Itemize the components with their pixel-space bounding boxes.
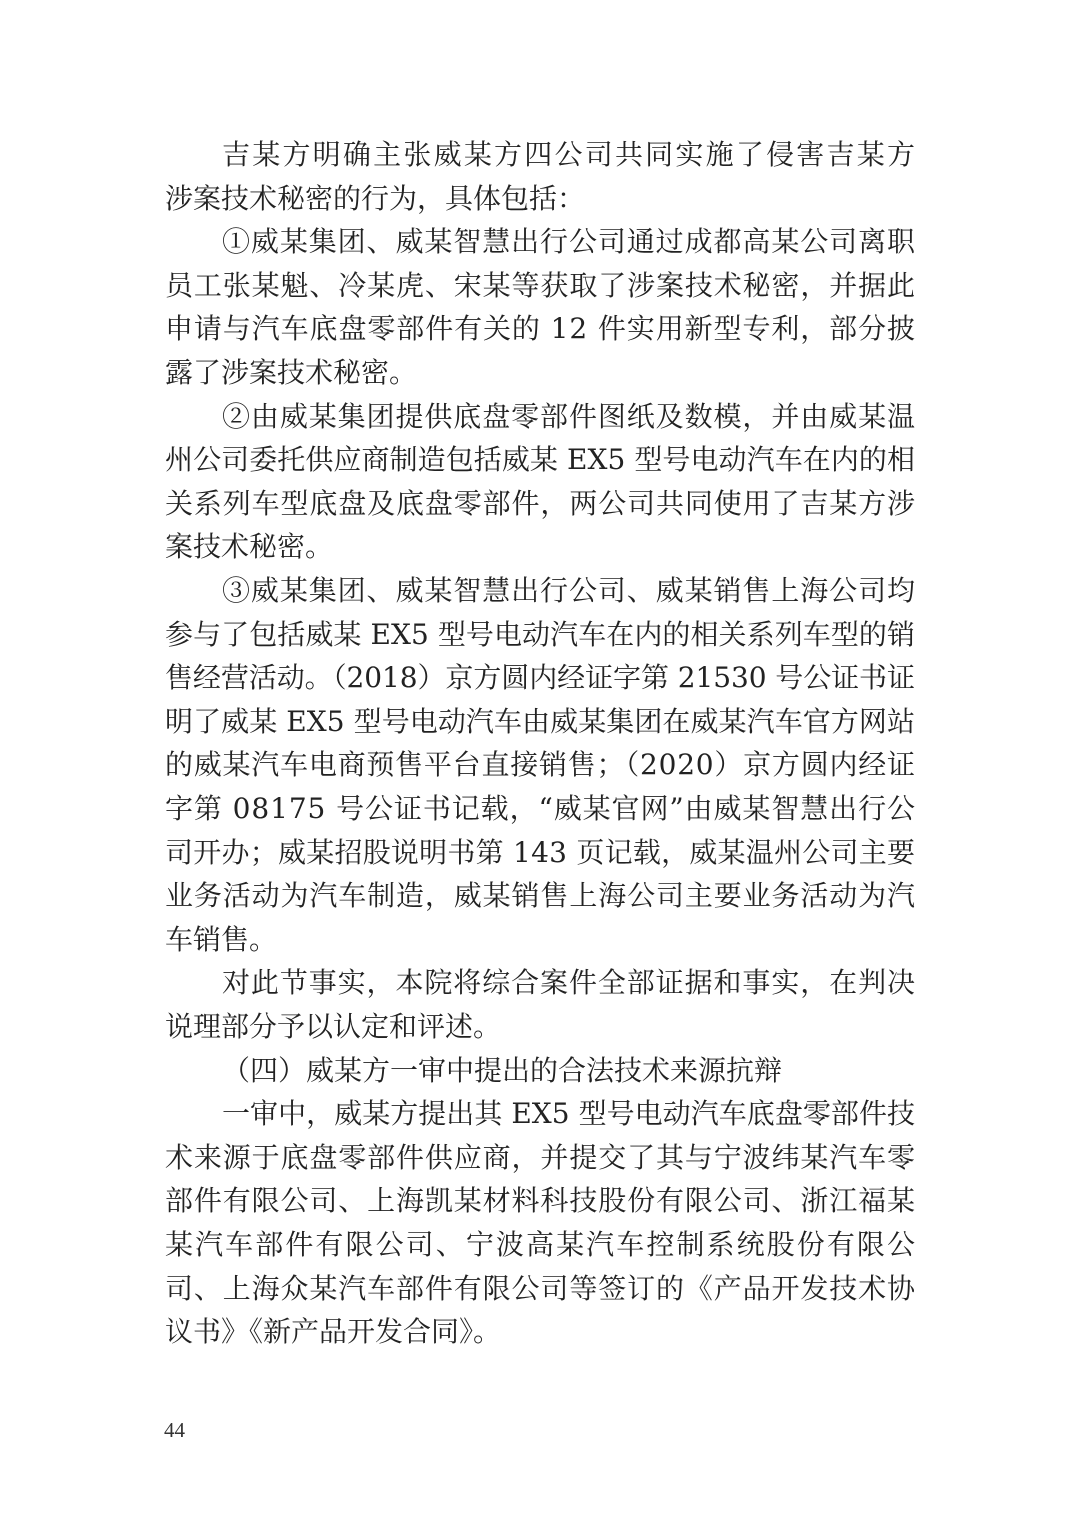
text-line: 术来源于底盘零部件供应商，并提交了其与宁波纬某汽车零 xyxy=(165,1140,916,1174)
text-line: 员工张某魁、冷某虎、宋某等获取了涉案技术秘密，并据此 xyxy=(165,268,916,302)
text-line: 露了涉案技术秘密。 xyxy=(165,356,418,389)
text-line: 部件有限公司、上海凯某材料科技股份有限公司、浙江福某 xyxy=(165,1184,916,1218)
text-line: 参与了包括威某 EX5 型号电动汽车在内的相关系列车型的销 xyxy=(165,617,916,651)
text-line: 售经营活动。（2018）京方圆内经证字第 21530 号公证书证 xyxy=(165,661,915,695)
text-line: 案技术秘密。 xyxy=(165,530,334,564)
text-line: 司、上海众某汽车部件有限公司等签订的《产品开发技术协 xyxy=(165,1271,916,1305)
text-line: 业务活动为汽车制造，威某销售上海公司主要业务活动为汽 xyxy=(165,879,916,913)
text-line: 一审中，威某方提出其 EX5 型号电动汽车底盘零部件技 xyxy=(222,1097,916,1131)
text-line: 字第 08175 号公证书记载，“威某官网”由威某智慧出行公 xyxy=(165,792,916,825)
text-line: 申请与汽车底盘零部件有关的 12 件实用新型专利，部分披 xyxy=(165,312,916,346)
text-line: ①威某集团、威某智慧出行公司通过成都高某公司离职 xyxy=(222,225,916,259)
text-line: 州公司委托供应商制造包括威某 EX5 型号电动汽车在内的相 xyxy=(165,443,916,477)
text-line: 明了威某 EX5 型号电动汽车由威某集团在威某汽车官方网站 xyxy=(165,704,916,738)
text-line: 对此节事实，本院将综合案件全部证据和事实，在判决 xyxy=(222,966,916,1000)
text-line: （四）威某方一审中提出的合法技术来源抗辩 xyxy=(222,1053,783,1087)
text-line: 某汽车部件有限公司、宁波高某汽车控制系统股份有限公 xyxy=(165,1228,918,1261)
text-line: 吉某方明确主张威某方四公司共同实施了侵害吉某方 xyxy=(222,138,918,171)
text-line: ②由威某集团提供底盘零部件图纸及数模，并由威某温 xyxy=(222,399,916,433)
text-line: 关系列车型底盘及底盘零部件，两公司共同使用了吉某方涉 xyxy=(165,486,916,520)
page-number: 44 xyxy=(164,1418,185,1442)
text-line: 车销售。 xyxy=(165,922,278,956)
text-line: 的威某汽车电商预售平台直接销售；（2020）京方圆内经证 xyxy=(165,748,916,782)
text-line: 说理部分予以认定和评述。 xyxy=(165,1010,502,1043)
text-line: 司开办；威某招股说明书第 143 页记载，威某温州公司主要 xyxy=(165,835,916,869)
text-line: 涉案技术秘密的行为，具体包括： xyxy=(165,181,586,215)
text-line: ③威某集团、威某智慧出行公司、威某销售上海公司均 xyxy=(222,574,916,607)
text-line: 议书》《新产品开发合同》。 xyxy=(165,1315,502,1349)
